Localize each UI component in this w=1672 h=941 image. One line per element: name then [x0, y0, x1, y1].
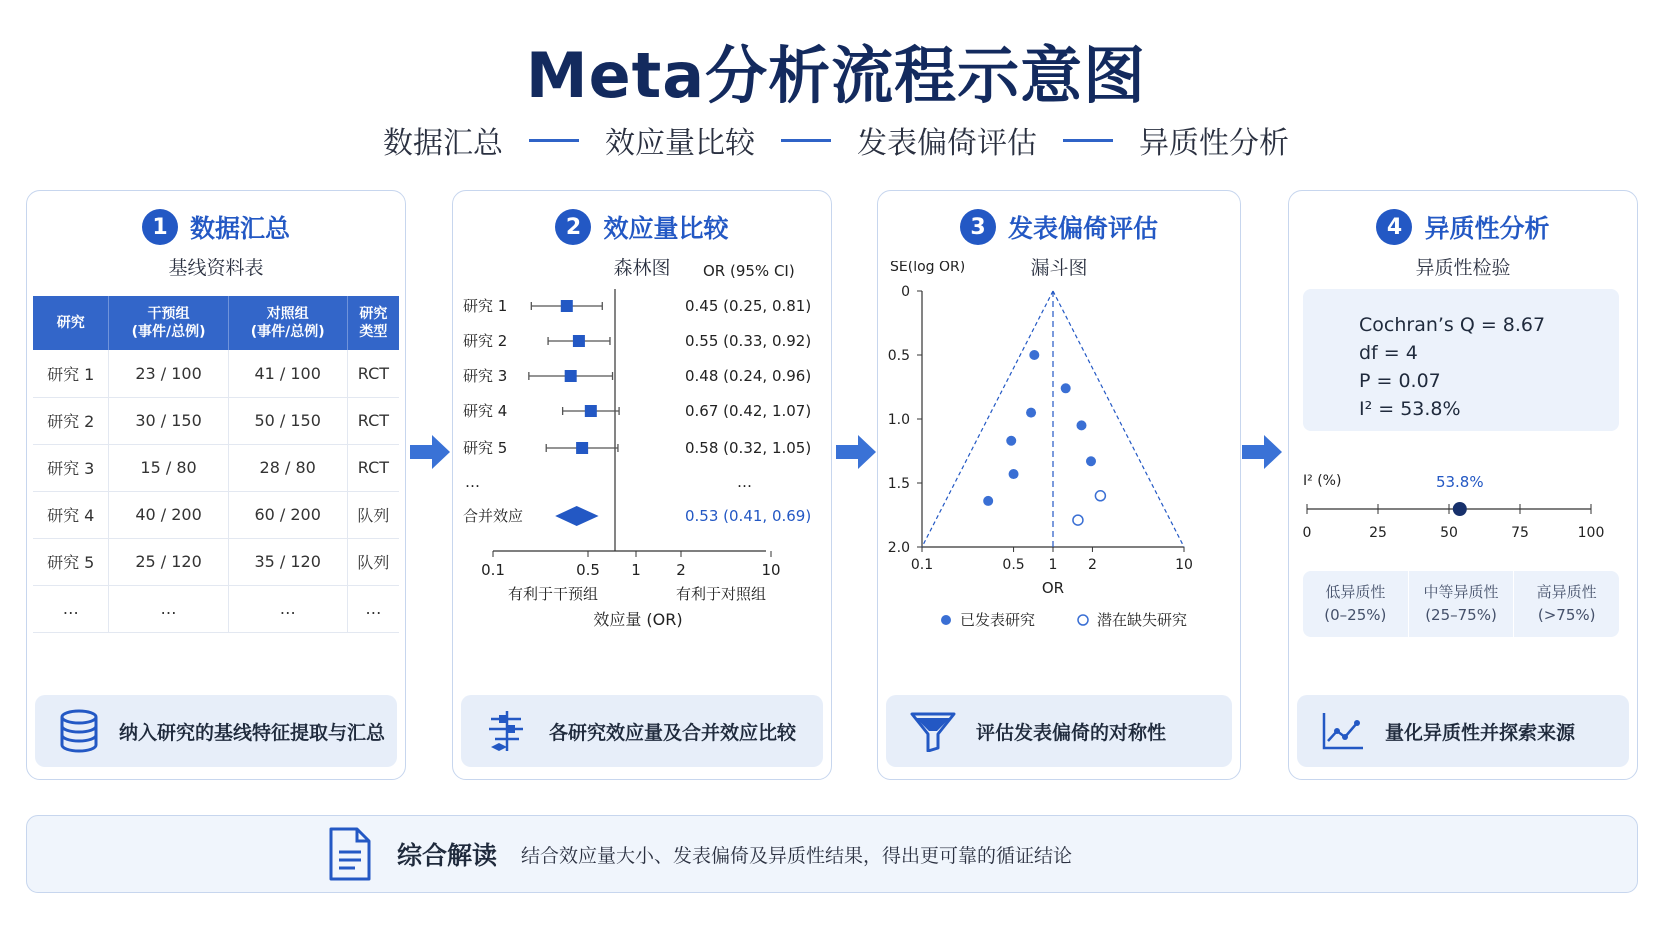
scale-tick-label: 100	[1577, 525, 1605, 541]
x-tick-label: 1	[1048, 557, 1058, 573]
document-icon	[327, 826, 373, 882]
legend-label-missing: 潜在缺失研究	[1097, 611, 1188, 629]
panel-data-summary	[26, 190, 406, 780]
level-moderate: 中等异质性 (25–75%)	[1409, 571, 1515, 637]
effect-value: 0.45 (0.25, 0.81)	[685, 297, 812, 315]
effect-value: 0.55 (0.33, 0.92)	[685, 332, 812, 350]
i2-value-label: 53.8%	[1435, 473, 1484, 491]
favors-right-label: 有利于对照组	[675, 585, 767, 603]
panel-header	[27, 209, 405, 280]
scale-tick-label: 25	[1369, 525, 1387, 541]
table-cell: 研究 1	[33, 350, 109, 397]
study-label: 研究 3	[463, 367, 508, 385]
published-study-point	[1006, 436, 1016, 446]
y-tick-label: 0	[901, 284, 910, 300]
panel-subtitle: 基线资料表	[168, 257, 264, 279]
published-study-point	[1061, 383, 1071, 393]
summary-bar	[26, 815, 1638, 893]
table-cell: 研究 4	[33, 491, 109, 538]
study-label: 研究 2	[463, 332, 508, 350]
panel-title: 异质性分析	[1424, 214, 1550, 243]
x-tick-label: 0.1	[481, 561, 505, 579]
stat-p: P = 0.07	[1359, 370, 1441, 392]
footer-label: 量化异质性并探索来源	[1385, 721, 1576, 744]
table-cell: …	[228, 585, 347, 632]
effect-point	[561, 300, 573, 312]
footer-label: 各研究效应量及合并效应比较	[549, 721, 797, 744]
panel-subtitle: 漏斗图	[1030, 257, 1088, 279]
legend-label-published: 已发表研究	[960, 611, 1036, 629]
study-label: 研究 4	[463, 402, 508, 420]
table-cell: 41 / 100	[228, 350, 347, 397]
table-cell: 60 / 200	[228, 491, 347, 538]
table-cell: …	[109, 585, 228, 632]
trend-chart-icon	[1321, 711, 1365, 751]
y-tick-label: 2.0	[887, 540, 910, 556]
table-header-cell: 研究	[33, 296, 109, 350]
table-cell: 15 / 80	[109, 444, 228, 491]
step-number-badge: 1	[142, 209, 178, 245]
table-cell: 研究 3	[33, 444, 109, 491]
forest-column-header: OR (95% CI)	[703, 262, 795, 280]
effect-value: 0.67 (0.42, 1.07)	[685, 402, 812, 420]
stat-df: df = 4	[1359, 342, 1418, 364]
stat-q: Cochran’s Q = 8.67	[1359, 314, 1546, 336]
step-label: 效应量比较	[605, 126, 755, 161]
table-row	[33, 444, 399, 491]
table-cell: 25 / 120	[109, 538, 228, 585]
arrow-right-icon	[834, 432, 878, 472]
panel-publication-bias	[877, 190, 1241, 780]
x-tick-label: 0.5	[576, 561, 600, 579]
pooled-label: 合并效应	[463, 507, 524, 525]
panel-effect-size	[452, 190, 832, 780]
pooled-value: 0.53 (0.41, 0.69)	[685, 507, 812, 525]
step-label: 发表偏倚评估	[857, 126, 1037, 161]
legend-marker-missing	[1078, 615, 1088, 625]
y-axis-label: SE(log OR)	[890, 261, 966, 275]
effect-point	[573, 335, 585, 347]
panel-heterogeneity	[1288, 190, 1638, 780]
table-cell: 研究 2	[33, 397, 109, 444]
study-label: 研究 1	[463, 297, 508, 315]
table-cell: …	[33, 585, 109, 632]
published-study-point	[1009, 469, 1019, 479]
forest-plot-icon	[485, 709, 529, 753]
level-low: 低异质性 (0–25%)	[1303, 571, 1409, 637]
database-icon	[59, 709, 99, 753]
favors-left-label: 有利于干预组	[507, 585, 599, 603]
panel-header	[1289, 209, 1637, 280]
x-axis-label: 效应量 (OR)	[593, 610, 683, 629]
pooled-diamond	[555, 506, 598, 526]
step-label: 数据汇总	[383, 126, 503, 161]
panel-title: 发表偏倚评估	[1007, 214, 1158, 243]
step-label: 异质性分析	[1139, 126, 1289, 161]
page-title: Meta分析流程示意图	[525, 39, 1147, 112]
x-axis-label: OR	[1041, 579, 1065, 597]
funnel-icon	[910, 710, 956, 752]
step-number-badge: 2	[555, 209, 591, 245]
published-study-point	[1026, 408, 1036, 418]
step-flow	[0, 118, 1672, 162]
heterogeneity-stats	[1303, 289, 1619, 431]
table-cell: 研究 5	[33, 538, 109, 585]
missing-study-point	[1073, 515, 1083, 525]
step-connector	[781, 139, 831, 142]
stat-i2: I² = 53.8%	[1359, 398, 1461, 420]
table-cell: 队列	[347, 538, 399, 585]
panel-subtitle: 森林图	[613, 257, 671, 279]
table-cell: RCT	[347, 397, 399, 444]
panel-footer	[461, 695, 823, 767]
step-number-badge: 4	[1376, 209, 1412, 245]
x-tick-label: 2	[1087, 557, 1097, 573]
published-study-point	[983, 496, 993, 506]
table-cell: 50 / 150	[228, 397, 347, 444]
table-row	[33, 585, 399, 632]
summary-text: 结合效应量大小、发表偏倚及异质性结果，得出更可靠的循证结论	[521, 844, 1073, 867]
study-label: 研究 5	[463, 439, 508, 457]
step-number-badge: 3	[960, 209, 996, 245]
panel-footer	[35, 695, 397, 767]
arrow-right-icon	[1240, 432, 1284, 472]
scale-tick-label: 75	[1511, 525, 1529, 541]
table-cell: 35 / 120	[228, 538, 347, 585]
legend-marker-published	[941, 615, 951, 625]
funnel-boundary	[922, 291, 1184, 547]
y-tick-label: 1.0	[887, 412, 910, 428]
published-study-point	[1076, 420, 1086, 430]
y-tick-label: 1.5	[887, 476, 910, 492]
x-tick-label: 0.1	[910, 557, 934, 573]
table-cell: 队列	[347, 491, 399, 538]
x-tick-label: 1	[631, 561, 641, 579]
table-cell: 30 / 150	[109, 397, 228, 444]
panel-title: 数据汇总	[189, 214, 290, 243]
published-study-point	[1029, 350, 1039, 360]
arrow-right-icon	[408, 432, 452, 472]
table-cell: 40 / 200	[109, 491, 228, 538]
published-study-point	[1086, 456, 1096, 466]
table-cell: 28 / 80	[228, 444, 347, 491]
table-cell: RCT	[347, 444, 399, 491]
heterogeneity-levels	[1303, 571, 1619, 637]
panel-subtitle: 异质性检验	[1415, 257, 1511, 279]
table-cell: 23 / 100	[109, 350, 228, 397]
table-header-cell: 干预组 (事件/总例)	[109, 296, 228, 350]
table-row	[33, 350, 399, 397]
x-tick-label: 0.5	[1002, 557, 1025, 573]
panel-footer	[1297, 695, 1629, 767]
footer-label: 纳入研究的基线特征提取与汇总	[119, 721, 386, 744]
x-tick-label: 2	[676, 561, 686, 579]
y-tick-label: 0.5	[887, 348, 910, 364]
forest-plot	[453, 261, 831, 661]
table-header-cell: 研究 类型	[347, 296, 399, 350]
ellipsis: …	[465, 473, 480, 491]
x-tick-label: 10	[761, 561, 781, 579]
effect-value: 0.58 (0.32, 1.05)	[685, 439, 812, 457]
i2-marker	[1453, 502, 1467, 516]
funnel-plot	[878, 261, 1240, 681]
baseline-table	[33, 296, 399, 633]
i2-scale	[1289, 461, 1637, 561]
scale-tick-label: 0	[1302, 525, 1312, 541]
ellipsis: …	[737, 473, 752, 491]
table-cell: …	[347, 585, 399, 632]
scale-tick-label: 50	[1440, 525, 1458, 541]
effect-point	[585, 405, 597, 417]
table-row	[33, 491, 399, 538]
table-row	[33, 397, 399, 444]
scale-label: I² (%)	[1303, 473, 1342, 489]
step-connector	[529, 139, 579, 142]
table-header-cell: 对照组 (事件/总例)	[228, 296, 347, 350]
effect-point	[565, 370, 577, 382]
summary-title: 综合解读	[397, 841, 498, 870]
missing-study-point	[1095, 491, 1105, 501]
level-high: 高异质性 (>75%)	[1536, 583, 1597, 624]
panel-footer	[886, 695, 1232, 767]
table-cell: RCT	[347, 350, 399, 397]
effect-point	[576, 442, 588, 454]
step-connector	[1063, 139, 1113, 142]
effect-value: 0.48 (0.24, 0.96)	[685, 367, 812, 385]
panel-title: 效应量比较	[603, 214, 729, 243]
x-tick-label: 10	[1175, 557, 1193, 573]
table-row	[33, 538, 399, 585]
footer-label: 评估发表偏倚的对称性	[976, 721, 1167, 744]
